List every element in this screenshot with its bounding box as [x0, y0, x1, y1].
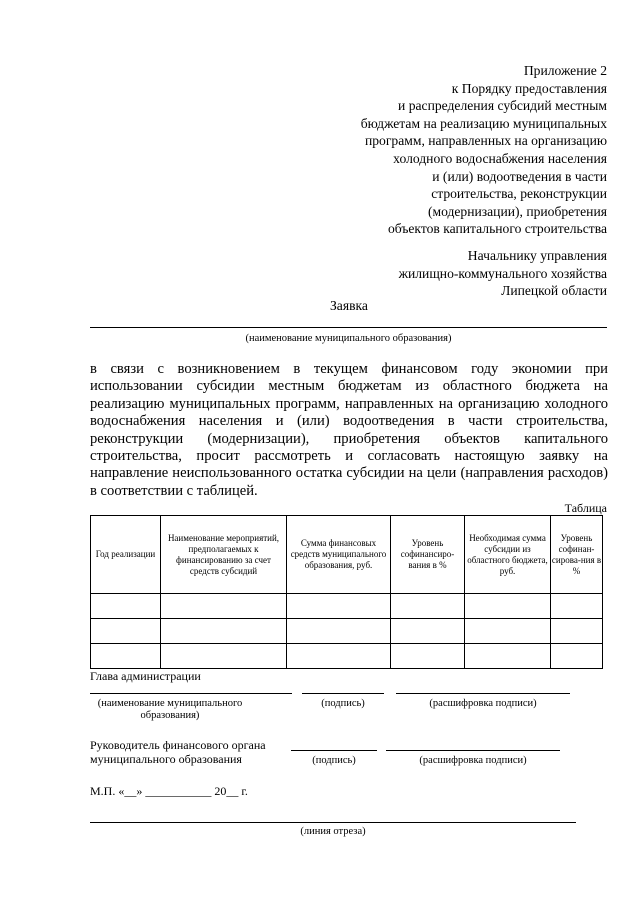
table-cell[interactable]: [465, 594, 551, 619]
table-cell[interactable]: [391, 644, 465, 669]
table-row: [91, 594, 603, 619]
appendix-header: [267, 62, 607, 238]
seal-date-line: М.П. «__» ___________ 20__ г.: [90, 784, 248, 798]
recipient-line: жилищно-коммунального хозяйства: [398, 265, 607, 281]
table-label: Таблица: [564, 501, 607, 515]
request-body-text: в связи с возникновением в текущем финансовом году экономии при использовании субсидии местным бюджетам из областного бюджета на реализацию муниципальных программ, направленных на организацию холодного водоснабжения населения и (или) водоотведения в части строительства, реконструкции (модернизации), приобретения объектов капитального строительства, просит рассмотреть и согласовать настоящую заявку на направление неиспользованного остатка субсидии на цели (направления расходов) в соответствии с таблицей.: [90, 361, 608, 499]
finance-head-title-line2: муниципального образования: [90, 752, 242, 766]
cut-line: [90, 822, 576, 823]
appendix-line: холодного водоснабжения населения: [393, 150, 607, 166]
column-header: Наименование мероприятий, предполагаемых к финансированию за счет средств субсидий: [161, 516, 287, 594]
column-header: Год реализации: [91, 516, 161, 594]
table-cell[interactable]: [287, 619, 391, 644]
table-row: [91, 644, 603, 669]
head-admin-name-line[interactable]: [90, 693, 292, 694]
head-admin-decoding-line[interactable]: [396, 693, 570, 694]
municipality-fill-line: [90, 327, 607, 328]
appendix-line: и распределения субсидий местным: [398, 98, 607, 114]
table-cell[interactable]: [551, 644, 603, 669]
appendix-line: Приложение 2: [523, 63, 607, 78]
appendix-line: программ, направленных на организацию: [364, 133, 607, 149]
head-admin-title: Глава администрации: [90, 669, 201, 683]
finance-head-title-line1: Руководитель финансового органа: [90, 738, 266, 752]
table-header-row: [91, 516, 603, 594]
recipient-line: Начальнику управления: [467, 248, 607, 263]
table-cell[interactable]: [287, 594, 391, 619]
table-cell[interactable]: [287, 644, 391, 669]
appendix-line: строительства, реконструкции: [431, 186, 607, 202]
finance-head-signature-caption: (подпись): [312, 755, 356, 766]
table-cell[interactable]: [391, 594, 465, 619]
head-admin-signature-caption: (подпись): [321, 698, 365, 709]
appendix-line: и (или) водоотведения в части: [432, 168, 607, 184]
subsidy-table: [90, 515, 603, 669]
table-cell[interactable]: [465, 644, 551, 669]
table-cell[interactable]: [551, 594, 603, 619]
table-cell[interactable]: [91, 594, 161, 619]
municipality-caption: (наименование муниципального образования): [245, 333, 452, 344]
finance-head-decoding-caption: (расшифровка подписи): [419, 755, 527, 766]
table-cell[interactable]: [551, 619, 603, 644]
head-admin-decoding-caption: (расшифровка подписи): [429, 698, 537, 709]
appendix-line: бюджетам на реализацию муниципальных: [360, 115, 607, 131]
recipient-line: Липецкой области: [501, 283, 607, 299]
appendix-line: объектов капитального строительства: [388, 221, 607, 237]
column-header: Уровень софинансиро-вания в %: [391, 516, 465, 594]
table-cell[interactable]: [161, 644, 287, 669]
table-cell[interactable]: [391, 619, 465, 644]
recipient-block: [307, 247, 607, 300]
finance-head-decoding-line[interactable]: [386, 750, 560, 751]
head-admin-name-caption: (наименование муниципального образования): [97, 698, 243, 721]
table-row: [91, 619, 603, 644]
cut-line-caption: (линия отреза): [300, 826, 366, 837]
table-cell[interactable]: [161, 594, 287, 619]
finance-head-signature-line[interactable]: [291, 750, 377, 751]
column-header: Сумма финансовых средств муниципального образования, руб.: [287, 516, 391, 594]
document-title: Заявка: [330, 298, 368, 313]
table-cell[interactable]: [91, 644, 161, 669]
table-cell[interactable]: [465, 619, 551, 644]
appendix-line: (модернизации), приобретения: [427, 203, 607, 219]
column-header: Уровень софинан-сирова-ния в %: [551, 516, 603, 594]
appendix-line: к Порядку предоставления: [451, 80, 607, 96]
table-cell[interactable]: [91, 619, 161, 644]
head-admin-signature-line[interactable]: [302, 693, 384, 694]
table-cell[interactable]: [161, 619, 287, 644]
column-header: Необходимая сумма субсидии из областного бюджета, руб.: [465, 516, 551, 594]
